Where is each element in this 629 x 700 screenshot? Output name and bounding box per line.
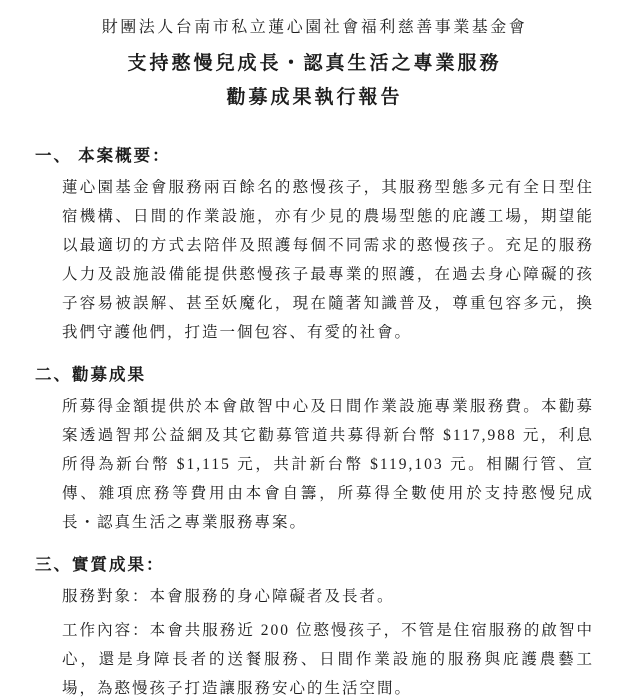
section-2-body	[0, 392, 629, 537]
section-fundraising-results	[0, 363, 629, 537]
document-header	[0, 16, 629, 112]
section-2-heading: 二、勸募成果	[35, 365, 146, 384]
report-document	[0, 16, 629, 700]
section-1-paragraph: 蓮心園基金會服務兩百餘名的憨慢孩子，其服務型態多元有全日型住宿機構、日間的作業設施，亦有少見的農場型態的庇護工場，期望能以最適切的方式去陪伴及照護每個不同需求的憨慢孩子。充足的服務人力及設施設備能提供憨慢孩子最專業的照護，在過去身心障礙的孩子容易被誤解、甚至妖魔化，現在隨著知識普及，尊重包容多元，換我們守護他們，打造一個包容、有愛的社會。	[62, 179, 594, 341]
section-substantive-results	[0, 553, 629, 700]
section-3-paragraph-service-target: 服務對象：本會服務的身心障礙者及長者。	[62, 588, 395, 605]
document-title-line-1: 支持憨慢兒成長・認真生活之專業服務	[127, 53, 502, 74]
section-case-summary	[0, 144, 629, 347]
section-3-body	[0, 582, 629, 700]
section-2-paragraph: 所募得金額提供於本會啟智中心及日間作業設施專業服務費。本勸募案透過智邦公益網及其它勸募管道共募得新台幣 $117,988 元，利息所得為新台幣 $1,115 元，共計新台幣 $119,103 元。相關行管、宣傳、雜項庶務等費用由本會自籌，所募得全數使用於支持憨慢兒成長・認真生活之專業服務專案。	[62, 398, 594, 531]
section-3-paragraph-work-content: 工作內容：本會共服務近 200 位憨慢孩子，不管是住宿服務的啟智中心，還是身障長者的送餐服務、日間作業設施的服務與庇護農藝工場，為憨慢孩子打造讓服務安心的生活空間。	[62, 622, 594, 697]
section-1-body	[0, 173, 629, 347]
organization-name: 財團法人台南市私立蓮心園社會福利慈善事業基金會	[101, 19, 528, 36]
section-3-heading: 三、實質成果：	[35, 555, 165, 574]
section-1-heading: 一、 本案概要：	[35, 146, 171, 165]
document-title-line-2: 勸募成果執行報告	[226, 87, 403, 108]
